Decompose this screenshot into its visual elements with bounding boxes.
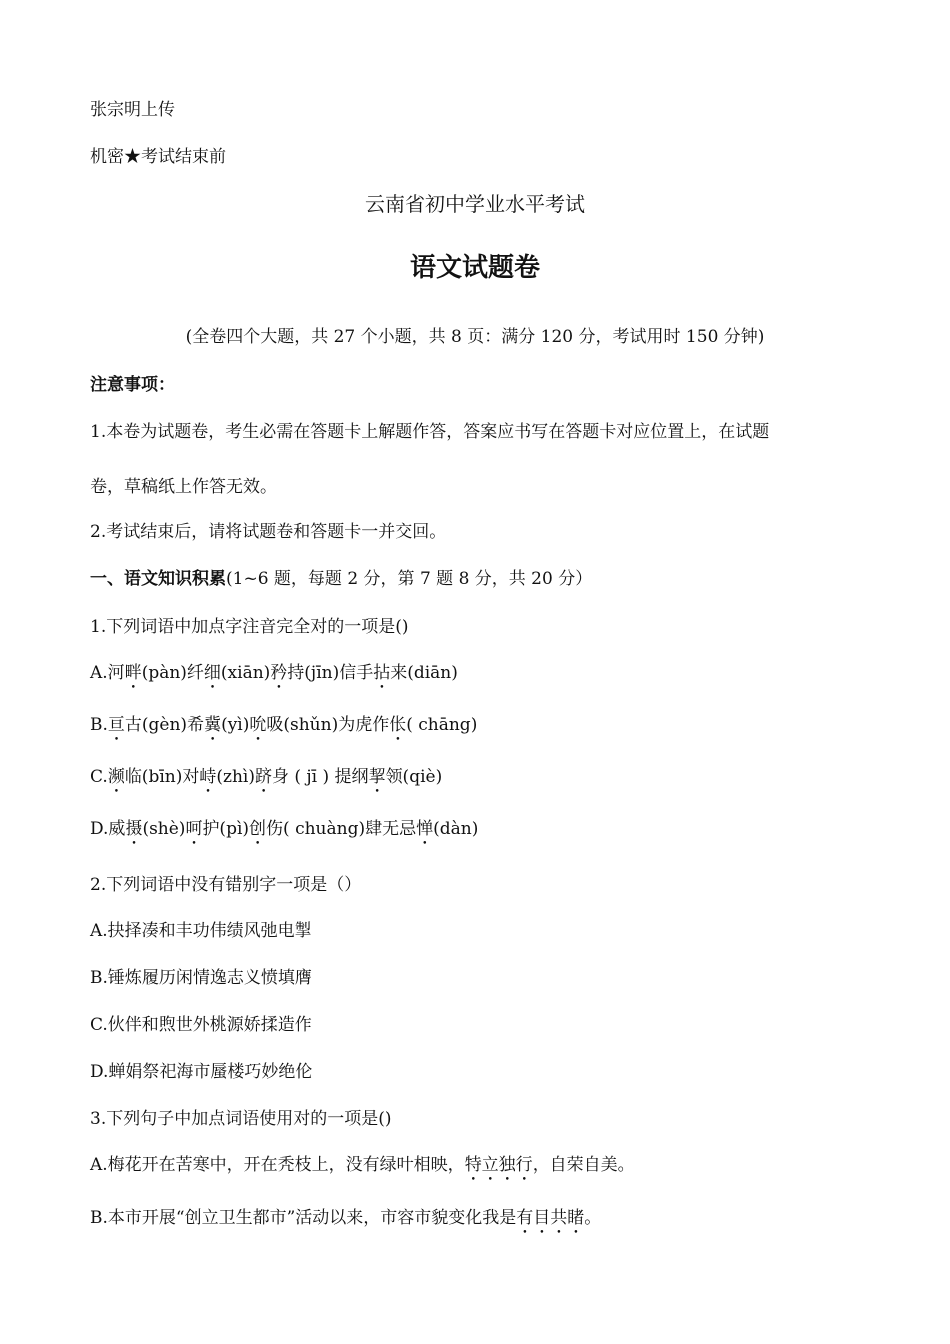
q3-option-a	[90, 1154, 635, 1185]
text: ( chāng)	[406, 715, 478, 735]
text: (xiān)	[220, 663, 271, 683]
dotted-char: 摄	[125, 819, 143, 839]
text: ，自荣自美。	[532, 1155, 635, 1175]
section-1-heading-rest: (1~6 题，每题 2 分，第 7 题 8 分，共 20 分）	[226, 569, 593, 589]
dotted-char: 拈	[373, 663, 391, 683]
text: 古(gèn)希	[124, 715, 205, 735]
text: (dàn)	[433, 819, 479, 839]
text: B.本市开展“创立卫生都市”活动以来，市容市貌变化我是	[90, 1208, 517, 1228]
q1-option-a	[90, 662, 458, 693]
exam-info: (全卷四个大题，共 27 个小题，共 8 页：满分 120 分，考试用时 150 分钟)	[185, 327, 765, 347]
dotted-char: 呵	[185, 819, 203, 839]
q2-option-a: A.抉择凑和丰功伟绩风弛电掣	[90, 921, 312, 941]
text: (zhì)	[216, 767, 255, 787]
dotted-char: 伥	[389, 715, 407, 735]
dotted-char: 亘	[107, 715, 125, 735]
text: B.	[90, 715, 108, 735]
text: 护(pì)	[202, 819, 250, 839]
text: A.梅花开在苦寒中，开在秃枝上，没有绿叶相映，	[90, 1155, 465, 1175]
text: 持(jīn)信手	[287, 663, 374, 683]
dotted-char: 矜	[270, 663, 288, 683]
q2-option-b: B.锤炼履历闲情逸志义愤填膺	[90, 968, 312, 988]
text: 临(bīn)对	[124, 767, 200, 787]
q1-option-b	[90, 714, 477, 745]
text: 身 ( jī ) 提纲	[271, 767, 369, 787]
dotted-char: 跻	[254, 767, 272, 787]
text: D.威	[90, 819, 126, 839]
dotted-char: 惮	[416, 819, 434, 839]
confidential-label: 机密★考试结束前	[90, 147, 226, 167]
text: 伤( chuàng)肆无忌	[266, 819, 417, 839]
section-1-heading	[90, 568, 592, 590]
q2-option-c: C.伙伴和煦世外桃源娇揉造作	[90, 1015, 312, 1035]
q2-option-d: D.蝉娟祭祀海市蜃楼巧妙绝伦	[90, 1062, 313, 1082]
uploader-note: 张宗明上传	[90, 100, 175, 120]
text: (pàn)纤	[141, 663, 204, 683]
notice-item-1-line-1: 1.本卷为试题卷，考生必需在答题卡上解题作答，答案应书写在答题卡对应位置上，在试题	[90, 422, 770, 442]
q2-stem: 2.下列词语中没有错别字一项是（）	[90, 875, 362, 895]
text: C.	[90, 767, 108, 787]
q1-option-d	[90, 818, 478, 849]
q1-option-c	[90, 766, 442, 797]
q3-stem: 3.下列句子中加点词语使用对的一项是()	[90, 1109, 392, 1129]
text: (shè)	[142, 819, 186, 839]
text: (yì)	[221, 715, 250, 735]
text: 。	[584, 1208, 602, 1228]
text: 领(qiè)	[385, 767, 443, 787]
exam-subtitle: 云南省初中学业水平考试	[365, 192, 585, 216]
dotted-phrase: 特立独行	[464, 1155, 533, 1175]
dotted-char: 创	[249, 819, 267, 839]
section-1-heading-bold: 一、语文知识积累	[90, 569, 226, 589]
notice-item-2: 2.考试结束后，请将试题卷和答题卡一并交回。	[90, 522, 447, 542]
dotted-char: 峙	[199, 767, 217, 787]
q3-option-b	[90, 1207, 601, 1238]
text: 吸(shǔn)为虎作	[266, 715, 390, 735]
dotted-char: 挈	[368, 767, 386, 787]
notice-heading: 注意事项：	[90, 375, 175, 395]
dotted-char: 细	[203, 663, 221, 683]
dotted-phrase: 有目共睹	[516, 1208, 585, 1228]
dotted-char: 吮	[249, 715, 267, 735]
notice-item-1-line-2: 卷，草稿纸上作答无效。	[90, 477, 277, 497]
exam-title: 语文试题卷	[409, 253, 540, 283]
q1-stem: 1.下列词语中加点字注音完全对的一项是()	[90, 617, 409, 637]
dotted-char: 冀	[204, 715, 222, 735]
dotted-char: 濒	[107, 767, 125, 787]
text: A.河	[90, 663, 125, 683]
dotted-char: 畔	[124, 663, 142, 683]
text: 来(diān)	[390, 663, 458, 683]
